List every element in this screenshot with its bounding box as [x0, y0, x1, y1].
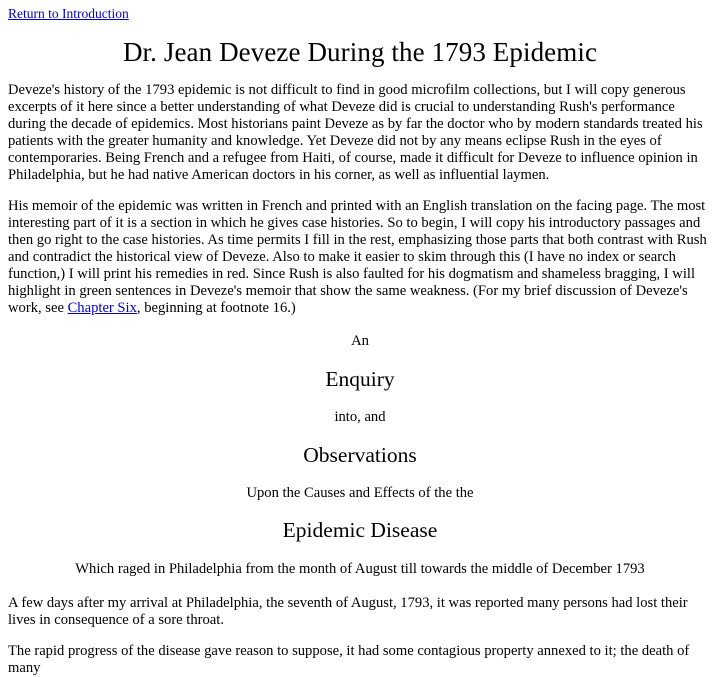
title-line-an: An: [351, 332, 369, 349]
intro-paragraph-2: [8, 198, 712, 317]
title-line-into-and: into, and: [334, 409, 386, 426]
title-line-which-raged: Which raged in Philadelphia from the month of August till towards the middle of December 1793: [75, 560, 645, 577]
title-line-upon-causes: Upon the Causes and Effects of the the: [246, 484, 474, 501]
title-page-block: [8, 333, 712, 578]
title-line-epidemic-disease: Epidemic Disease: [282, 518, 438, 543]
return-to-introduction-link[interactable]: Return to Introduction: [8, 6, 129, 21]
title-line-enquiry: Enquiry: [325, 367, 395, 392]
intro-paragraph-1: Deveze's history of the 1793 epidemic is not difficult to find in good microfilm collections, but I will copy generous excerpts of it here since a better understanding of what Deveze did is crucial to understanding Rush's performance during the decade of epidemics. Most historians paint Deveze as by far the doctor who by modern standards treated his patients with the greater humanity and knowledge. Yet Deveze did not by any means eclipse Rush in the eyes of contemporaries. Being French and a refugee from Haiti, of course, made it difficult for Deveze to influence opinion in Philadelphia, but he had native American doctors in his corner, as well as influential laymen.: [8, 81, 703, 183]
title-line-observations: Observations: [303, 442, 417, 467]
chapter-six-link[interactable]: Chapter Six: [67, 299, 137, 316]
page-title: Dr. Jean Deveze During the 1793 Epidemic: [122, 36, 598, 67]
intro-paragraph-2-text-after-link: , beginning at footnote 16.): [136, 299, 296, 316]
memoir-paragraph-1: A few days after my arrival at Philadelphia, the seventh of August, 1793, it was reported many persons had lost their lives in consequence of a sore throat.: [8, 595, 688, 629]
memoir-paragraph-2: The rapid progress of the disease gave reason to suppose, it had some contagious property annexed to it; the death of many: [8, 643, 690, 677]
intro-paragraph-2-text-before-link: His memoir of the epidemic was written in French and printed with an English translation on the facing page. The most interesting part of it is a section in which he gives case histories. So to begin, I will copy his introductory passages and then go right to the case histories. As time permits I fill in the rest, emphasizing those parts that both contrast with Rush and contradict the historical view of Deveze. Also to make it easier to skim through this (I have no index or search function,) I will print his remedies in red. Since Rush is also faulted for his dogmatism and shameless bragging, I will highlight in green sentences in Deveze's memoir that show the same weakness. (For my brief discussion of Deveze's work, see: [8, 197, 707, 316]
top-navigation: [8, 6, 712, 23]
